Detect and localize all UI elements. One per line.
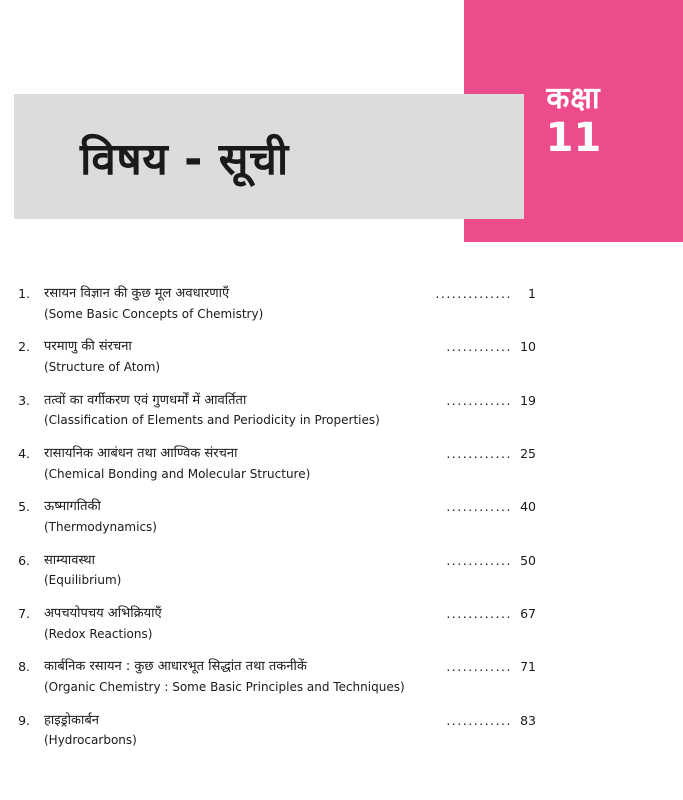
toc-page-number: 10 [520, 339, 536, 355]
toc-entry[interactable] [0, 498, 683, 535]
toc-number: 4. [18, 446, 30, 462]
toc-number: 3. [18, 392, 30, 408]
toc-page-ref [424, 498, 544, 514]
toc-entry[interactable] [0, 712, 683, 749]
toc-number: 5. [18, 499, 30, 515]
toc-leader-dots: ............ [446, 606, 513, 622]
toc-page-number: 40 [520, 499, 536, 515]
toc-title-english: (Some Basic Concepts of Chemistry) [44, 306, 264, 321]
class-number: 11 [545, 114, 602, 161]
toc-title-english: (Structure of Atom) [44, 359, 161, 374]
toc-entry[interactable] [0, 552, 683, 589]
toc-titles [30, 712, 424, 749]
toc-leader-dots: ............ [446, 659, 513, 675]
toc-page-number: 1 [528, 286, 536, 301]
toc-entry[interactable] [0, 605, 683, 642]
toc-title-hindi: रासायनिक आबंधन तथा आण्विक संरचना [44, 446, 238, 462]
toc-entry[interactable] [0, 445, 683, 482]
toc-page-ref [424, 392, 544, 408]
toc-page-ref [424, 552, 544, 568]
toc-title-hindi: हाइड्रोकार्बन [44, 712, 99, 728]
title-band [14, 94, 524, 219]
toc-title-english: (Chemical Bonding and Molecular Structure) [44, 466, 311, 481]
toc-page-number: 50 [520, 552, 536, 568]
toc-titles [30, 392, 424, 429]
toc-leader-dots: ............ [446, 552, 513, 568]
toc-number: 6. [18, 552, 30, 568]
toc-title-hindi: कार्बनिक रसायन : कुछ आधारभूत सिद्धांत तथा तकनीकें [44, 659, 307, 675]
toc-title-english: (Hydrocarbons) [44, 733, 137, 748]
toc-leader-dots: ............ [446, 339, 513, 355]
toc-title-english: (Equilibrium) [44, 573, 122, 588]
toc-title-english: (Organic Chemistry : Some Basic Principles and Techniques) [44, 679, 405, 694]
toc-titles [30, 338, 424, 375]
toc-page-ref [424, 285, 544, 301]
toc-titles [30, 285, 424, 322]
toc-number: 2. [18, 339, 30, 355]
toc-leader-dots: ............ [446, 392, 513, 408]
toc-number: 7. [18, 606, 30, 622]
toc-number: 9. [18, 712, 30, 728]
toc-titles [30, 605, 424, 642]
toc-page-ref [424, 338, 544, 354]
toc-number: 1. [18, 286, 30, 301]
toc-title-hindi: तत्वों का वर्गीकरण एवं गुणधर्मों में आवर्तिता [44, 392, 247, 408]
toc-title-hindi: रसायन विज्ञान की कुछ मूल अवधारणाएँ [44, 286, 230, 301]
toc-page-ref [424, 605, 544, 621]
toc-titles [30, 445, 424, 482]
toc-titles [30, 658, 424, 695]
toc-entry[interactable] [0, 658, 683, 695]
toc-page-ref [424, 445, 544, 461]
toc-entry[interactable] [0, 285, 683, 322]
toc-entry[interactable] [0, 338, 683, 375]
toc-title-english: (Classification of Elements and Periodicity in Properties) [44, 413, 380, 428]
toc-title-hindi: साम्यावस्था [44, 552, 95, 568]
toc-page-ref [424, 658, 544, 674]
toc-page-number: 19 [520, 392, 536, 408]
toc-number: 8. [18, 659, 30, 675]
toc-titles [30, 552, 424, 589]
toc-leader-dots: ............ [446, 712, 513, 728]
toc-title-english: (Redox Reactions) [44, 626, 153, 641]
page-title: विषय - सूची [80, 133, 289, 185]
toc-title-hindi: परमाणु की संरचना [44, 339, 132, 355]
toc-leader-dots: ............ [446, 499, 513, 515]
toc-title-hindi: अपचयोपचय अभिक्रियाएँ [44, 606, 162, 622]
toc-page-number: 83 [520, 712, 536, 728]
toc-page-number: 67 [520, 606, 536, 622]
toc-title-hindi: ऊष्मागतिकी [44, 499, 101, 515]
toc-page-ref [424, 712, 544, 728]
toc-leader-dots: .............. [435, 286, 513, 301]
toc-leader-dots: ............ [446, 446, 513, 462]
table-of-contents [0, 285, 683, 765]
toc-titles [30, 498, 424, 535]
class-label: कक्षा [546, 81, 601, 117]
toc-page-number: 71 [520, 659, 536, 675]
toc-page-number: 25 [520, 446, 536, 462]
toc-entry[interactable] [0, 392, 683, 429]
toc-title-english: (Thermodynamics) [44, 519, 157, 534]
